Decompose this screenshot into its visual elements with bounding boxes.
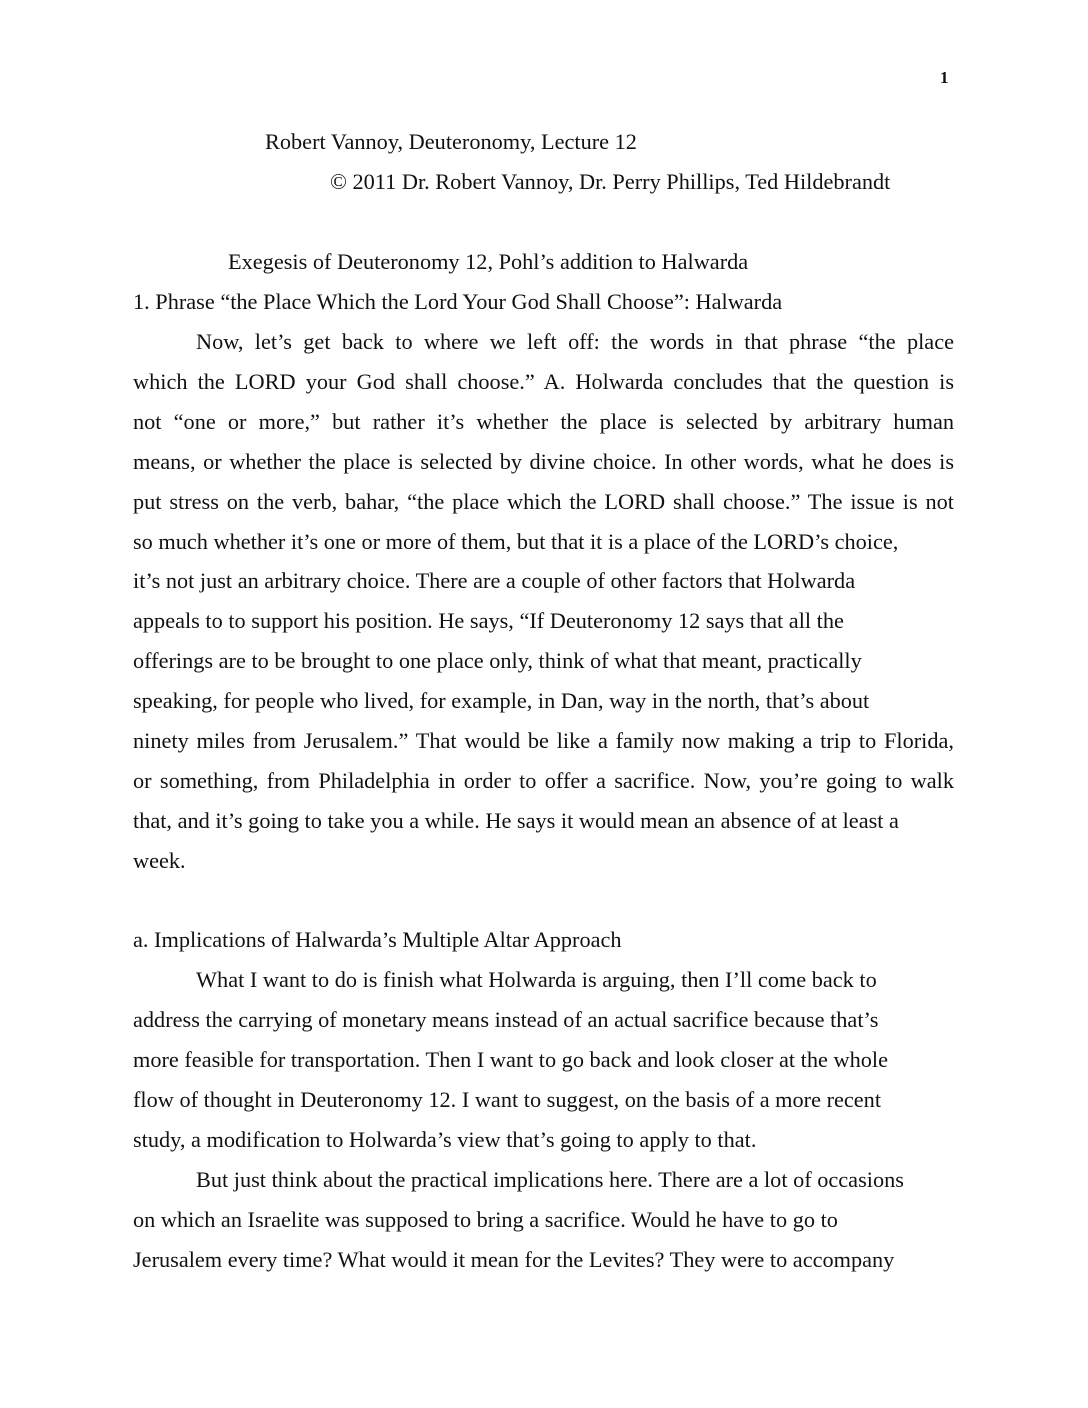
paragraph-line: which the LORD your God shall choose.” A. Holwarda concludes that the question is xyxy=(133,369,954,394)
paragraph-line: study, a modification to Holwarda’s view that’s going to apply to that. xyxy=(133,1127,757,1152)
paragraph-line: speaking, for people who lived, for example, in Dan, way in the north, that’s about xyxy=(133,688,870,713)
paragraph-line: offerings are to be brought to one place only, think of what that meant, practically xyxy=(133,648,862,673)
section-a-heading: a. Implications of Halwarda’s Multiple Altar Approach xyxy=(133,927,622,952)
paragraph-line: flow of thought in Deuteronomy 12. I want to suggest, on the basis of a more recent xyxy=(133,1087,882,1112)
paragraph-line: means, or whether the place is selected by divine choice. In other words, what he does is xyxy=(133,449,954,474)
paragraph-line: more feasible for transportation. Then I want to go back and look closer at the whole xyxy=(133,1047,888,1072)
paragraph-line: not “one or more,” but rather it’s whether the place is selected by arbitrary human xyxy=(133,409,954,434)
paragraph-line: so much whether it’s one or more of them, but that it is a place of the LORD’s choice, xyxy=(133,529,899,554)
paragraph-line: appeals to to support his position. He says, “If Deuteronomy 12 says that all the xyxy=(133,608,844,633)
subtitle: Exegesis of Deuteronomy 12, Pohl’s addition to Halwarda xyxy=(228,249,749,274)
copyright-line: © 2011 Dr. Robert Vannoy, Dr. Perry Phillips, Ted Hildebrandt xyxy=(330,169,891,194)
paragraph-line: or something, from Philadelphia in order to offer a sacrifice. Now, you’re going to walk xyxy=(133,768,954,793)
paragraph-line: it’s not just an arbitrary choice. There are a couple of other factors that Holwarda xyxy=(133,568,856,593)
paragraph-line: ninety miles from Jerusalem.” That would be like a family now making a trip to Florida, xyxy=(133,728,954,753)
page-number: 1 xyxy=(940,68,949,87)
paragraph-line: on which an Israelite was supposed to bring a sacrifice. Would he have to go to xyxy=(133,1207,838,1232)
paragraph-line: address the carrying of monetary means instead of an actual sacrifice because that’s xyxy=(133,1007,879,1032)
paragraph-line: put stress on the verb, bahar, “the place which the LORD shall choose.” The issue is not xyxy=(133,489,954,514)
paragraph-line: Jerusalem every time? What would it mean for the Levites? They were to accompany xyxy=(133,1247,895,1272)
paragraph-line: Now, let’s get back to where we left off: the words in that phrase “the place xyxy=(196,329,954,354)
paragraph-line: But just think about the practical implications here. There are a lot of occasions xyxy=(196,1167,904,1192)
paragraph-line: that, and it’s going to take you a while. He says it would mean an absence of at least a xyxy=(133,808,899,833)
paragraph-line: week. xyxy=(133,848,186,873)
lecture-title: Robert Vannoy, Deuteronomy, Lecture 12 xyxy=(265,129,637,154)
paragraph-line: What I want to do is finish what Holwarda is arguing, then I’ll come back to xyxy=(196,967,877,992)
section-1-heading: 1. Phrase “the Place Which the Lord Your God Shall Choose”: Halwarda xyxy=(133,289,783,314)
